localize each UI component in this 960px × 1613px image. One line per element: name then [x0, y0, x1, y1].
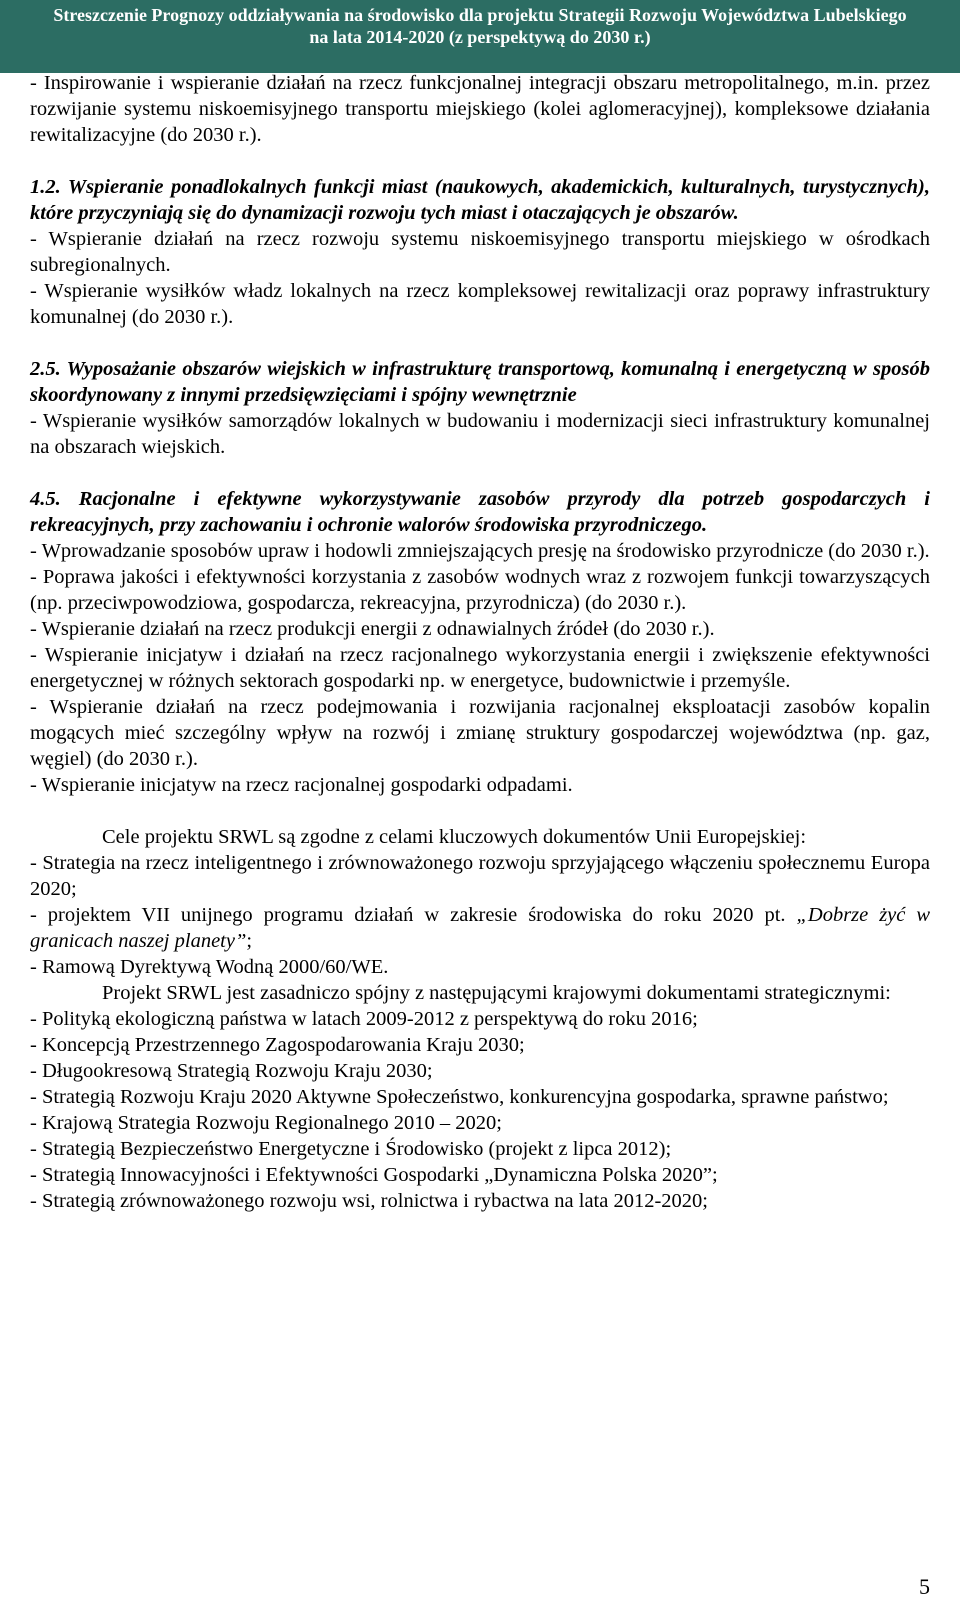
list-item: - Strategią Innowacyjności i Efektywności Gospodarki „Dynamiczna Polska 2020”;: [30, 1164, 718, 1186]
paragraph: - Wspieranie wysiłków samorządów lokalnych w budowaniu i modernizacji sieci infrastruktury komunalnej na obszarach wiejskich.: [30, 410, 930, 458]
list-item: - Krajową Strategia Rozwoju Regionalnego 2010 – 2020;: [30, 1112, 502, 1134]
document-body: [30, 70, 930, 1214]
list-item: - Strategią Bezpieczeństwo Energetyczne i Środowisko (projekt z lipca 2012);: [30, 1138, 672, 1160]
paragraph: - Inspirowanie i wspieranie działań na rzecz funkcjonalnej integracji obszaru metropolitalnego, m.in. przez rozwijanie systemu niskoemisyjnego transportu miejskiego (kolei aglomeracyjnej), kompleksowe działania rewitalizacyjne (do 2030 r.).: [30, 72, 930, 146]
list-item: - Strategią zrównoważonego rozwoju wsi, rolnictwa i rybactwa na lata 2012-2020;: [30, 1190, 708, 1212]
list-item: - Polityką ekologiczną państwa w latach 2009-2012 z perspektywą do roku 2016;: [30, 1008, 698, 1030]
paragraph: - Wspieranie inicjatyw na rzecz racjonalnej gospodarki odpadami.: [30, 774, 573, 796]
header-line-2: na lata 2014-2020 (z perspektywą do 2030 r.): [309, 27, 651, 47]
paragraph: - Wprowadzanie sposobów upraw i hodowli zmniejszających presję na środowisko przyrodnicze (do 2030 r.).: [30, 540, 930, 562]
document-title-quote: „Dobrze żyć w granicach naszej planety”: [30, 904, 930, 952]
list-item-text: - projektem VII unijnego programu działań w zakresie środowiska do roku 2020 pt.: [30, 904, 797, 926]
list-item: - Długookresową Strategią Rozwoju Kraju 2030;: [30, 1060, 433, 1082]
paragraph: - Poprawa jakości i efektywności korzystania z zasobów wodnych wraz z rozwojem funkcji towarzyszących (np. przeciwpowodziowa, gospodarcza, rekreacyjna, przyrodnicza) (do 2030 r.).: [30, 566, 930, 614]
header-line-1: Streszczenie Prognozy oddziaływania na środowisko dla projektu Strategii Rozwoju Województwa Lubelskiego: [53, 5, 907, 25]
section-heading-4-5: 4.5. Racjonalne i efektywne wykorzystywanie zasobów przyrody dla potrzeb gospodarczych i rekreacyjnych, przy zachowaniu i ochronie walorów środowiska przyrodniczego.: [30, 488, 930, 536]
paragraph: - Wspieranie działań na rzecz produkcji energii z odnawialnych źródeł (do 2030 r.).: [30, 618, 715, 640]
section-heading-2-5: 2.5. Wyposażanie obszarów wiejskich w infrastrukturę transportową, komunalną i energetyczną w sposób skoordynowany z innymi przedsięwzięciami i spójny wewnętrznie: [30, 358, 930, 406]
paragraph: - Wspieranie inicjatyw i działań na rzecz racjonalnego wykorzystania energii i zwiększenie efektywności energetycznej w różnych sektorach gospodarki np. w energetyce, budownictwie i przemyśle.: [30, 644, 930, 692]
list-item-text: ;: [246, 930, 253, 952]
document-header: [0, 0, 960, 73]
list-item: - Strategia na rzecz inteligentnego i zrównoważonego rozwoju sprzyjającego włączeniu społecznemu Europa 2020;: [30, 852, 930, 900]
list-item: - Strategią Rozwoju Kraju 2020 Aktywne Społeczeństwo, konkurencyjna gospodarka, sprawne państwo;: [30, 1086, 889, 1108]
section-heading-1-2: 1.2. Wspieranie ponadlokalnych funkcji miast (naukowych, akademickich, kulturalnych, turystycznych), które przyczyniają się do dynamizacji rozwoju tych miast i otaczających je obszarów.: [30, 176, 930, 224]
list-item: - Koncepcją Przestrzennego Zagospodarowania Kraju 2030;: [30, 1034, 525, 1056]
paragraph: - Wspieranie wysiłków władz lokalnych na rzecz kompleksowej rewitalizacji oraz poprawy infrastruktury komunalnej (do 2030 r.).: [30, 280, 930, 328]
eu-intro: Cele projektu SRWL są zgodne z celami kluczowych dokumentów Unii Europejskiej:: [102, 826, 807, 848]
list-item: - Ramową Dyrektywą Wodną 2000/60/WE.: [30, 956, 389, 978]
paragraph: - Wspieranie działań na rzecz rozwoju systemu niskoemisyjnego transportu miejskiego w ośrodkach subregionalnych.: [30, 228, 930, 276]
paragraph: - Wspieranie działań na rzecz podejmowania i rozwijania racjonalnej eksploatacji zasobów kopalin mogących mieć szczególny wpływ na rozwój i zmianę struktury gospodarczej województwa (np. gaz, węgiel) (do 2030 r.).: [30, 696, 930, 770]
pl-intro: Projekt SRWL jest zasadniczo spójny z następującymi krajowymi dokumentami strategicznymi:: [102, 982, 891, 1004]
list-item: [30, 902, 930, 954]
page-number: 5: [919, 1574, 930, 1599]
